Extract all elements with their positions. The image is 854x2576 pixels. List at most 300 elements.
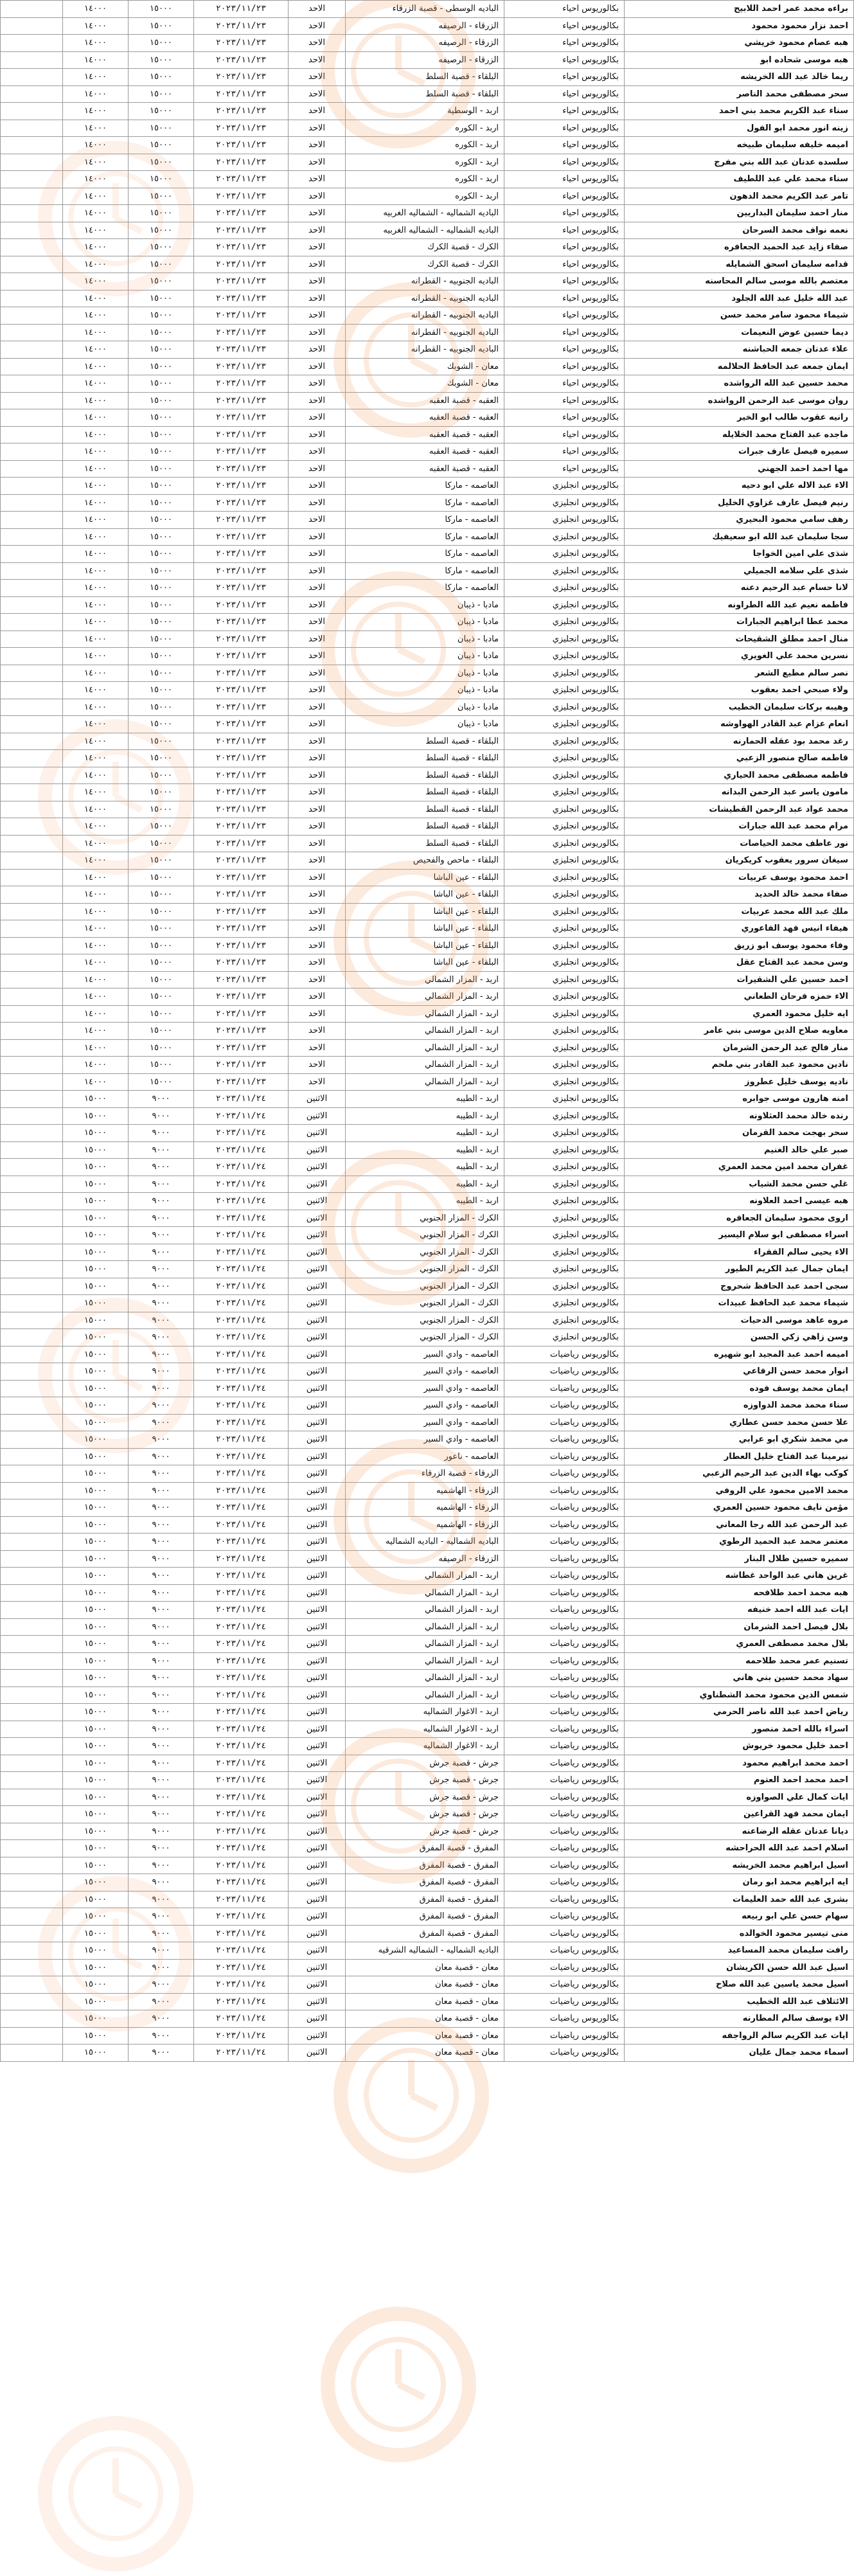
- day-cell: الاثنين: [289, 1568, 346, 1585]
- amount-cell: ٩٠٠٠: [129, 1840, 194, 1857]
- name-cell: احمد خليل محمود خريوش: [625, 1738, 854, 1755]
- table-row: [1, 154, 854, 171]
- empty-cell: [1, 409, 63, 427]
- empty-cell: [1, 512, 63, 529]
- date-cell: ٢٠٢٣/١١/٢٤: [194, 1312, 289, 1329]
- day-cell: الاثنين: [289, 1107, 346, 1125]
- amount-cell: ١٥٠٠٠: [63, 1823, 129, 1840]
- table-row: [1, 852, 854, 870]
- amount-cell: ١٥٠٠٠: [129, 256, 194, 273]
- region-cell: العاصمه - ماركا: [346, 512, 504, 529]
- empty-cell: [1, 733, 63, 750]
- day-cell: الاحد: [289, 35, 346, 52]
- date-cell: ٢٠٢٣/١١/٢٤: [194, 1329, 289, 1346]
- name-cell: هبه موسى شحاده ابو: [625, 51, 854, 69]
- date-cell: ٢٠٢٣/١١/٢٤: [194, 1976, 289, 1994]
- day-cell: الاحد: [289, 750, 346, 767]
- name-cell: لانا حسام عبد الرحيم دعنه: [625, 580, 854, 597]
- date-cell: ٢٠٢٣/١١/٢٤: [194, 1176, 289, 1193]
- empty-cell: [1, 1091, 63, 1108]
- amount-cell: ١٥٠٠٠: [129, 1057, 194, 1074]
- specialization-cell: بكالوريوس رياضيات: [504, 1670, 625, 1687]
- date-cell: ٢٠٢٣/١١/٢٤: [194, 1755, 289, 1772]
- table-row: [1, 665, 854, 682]
- date-cell: ٢٠٢٣/١١/٢٤: [194, 1584, 289, 1602]
- date-cell: ٢٠٢٣/١١/٢٤: [194, 1534, 289, 1551]
- name-cell: ديما حسين عوض النعيمات: [625, 324, 854, 341]
- day-cell: الاحد: [289, 716, 346, 733]
- date-cell: ٢٠٢٣/١١/٢٤: [194, 1840, 289, 1857]
- date-cell: ٢٠٢٣/١١/٢٤: [194, 1721, 289, 1738]
- watermark-logo-icon: [328, 2314, 469, 2455]
- specialization-cell: بكالوريوس رياضيات: [504, 1346, 625, 1363]
- specialization-cell: بكالوريوس احياء: [504, 1, 625, 18]
- table-row: [1, 1414, 854, 1431]
- table-row: [1, 1738, 854, 1755]
- date-cell: ٢٠٢٣/١١/٢٤: [194, 1806, 289, 1823]
- date-cell: ٢٠٢٣/١١/٢٤: [194, 1210, 289, 1227]
- name-cell: احمد محمود يوسف عربيات: [625, 869, 854, 886]
- region-cell: الباديه الوسطى - قصبة الزرقاء: [346, 1, 504, 18]
- specialization-cell: بكالوريوس احياء: [504, 358, 625, 375]
- name-cell: اسماء محمد جمال عليان: [625, 2044, 854, 2062]
- amount-cell: ٩٠٠٠: [129, 1755, 194, 1772]
- amount-cell: ١٤٠٠٠: [63, 443, 129, 461]
- day-cell: الاثنين: [289, 1125, 346, 1142]
- amount-cell: ١٥٠٠٠: [63, 1363, 129, 1381]
- date-cell: ٢٠٢٣/١١/٢٤: [194, 1346, 289, 1363]
- specialization-cell: بكالوريوس رياضيات: [504, 1602, 625, 1619]
- amount-cell: ١٤٠٠٠: [63, 784, 129, 801]
- amount-cell: ١٤٠٠٠: [63, 154, 129, 171]
- amount-cell: ١٥٠٠٠: [129, 1039, 194, 1057]
- date-cell: ٢٠٢٣/١١/٢٣: [194, 716, 289, 733]
- day-cell: الاحد: [289, 886, 346, 904]
- day-cell: الاحد: [289, 137, 346, 154]
- region-cell: جرش - قصبة جرش: [346, 1823, 504, 1840]
- region-cell: معان - الشوبك: [346, 358, 504, 375]
- region-cell: الزرقاء - الهاشميه: [346, 1499, 504, 1517]
- amount-cell: ٩٠٠٠: [129, 1857, 194, 1874]
- day-cell: الاثنين: [289, 2027, 346, 2044]
- amount-cell: ١٥٠٠٠: [63, 1584, 129, 1602]
- day-cell: الاحد: [289, 1, 346, 18]
- table-row: [1, 1568, 854, 1585]
- empty-cell: [1, 886, 63, 904]
- amount-cell: ١٥٠٠٠: [129, 1023, 194, 1040]
- day-cell: الاثنين: [289, 2010, 346, 2028]
- amount-cell: ١٤٠٠٠: [63, 665, 129, 682]
- empty-cell: [1, 1141, 63, 1159]
- day-cell: الاثنين: [289, 1261, 346, 1278]
- region-cell: الزرقاء - الرصيفه: [346, 1550, 504, 1568]
- empty-cell: [1, 1516, 63, 1534]
- date-cell: ٢٠٢٣/١١/٢٣: [194, 341, 289, 359]
- empty-cell: [1, 1670, 63, 1687]
- date-cell: ٢٠٢٣/١١/٢٤: [194, 1772, 289, 1789]
- name-cell: احمد نزار محمود محمود: [625, 17, 854, 35]
- date-cell: ٢٠٢٣/١١/٢٣: [194, 903, 289, 920]
- amount-cell: ١٥٠٠٠: [63, 1414, 129, 1431]
- specialization-cell: بكالوريوس انجليزي: [504, 835, 625, 852]
- amount-cell: ١٥٠٠٠: [129, 988, 194, 1006]
- date-cell: ٢٠٢٣/١١/٢٤: [194, 2027, 289, 2044]
- region-cell: الكرك - المزار الجنوبي: [346, 1329, 504, 1346]
- specialization-cell: بكالوريوس رياضيات: [504, 1891, 625, 1908]
- region-cell: اربد - الاغوار الشماليه: [346, 1704, 504, 1721]
- amount-cell: ١٥٠٠٠: [129, 631, 194, 648]
- region-cell: العاصمه - وادي السير: [346, 1431, 504, 1449]
- name-cell: ملك عبد الله محمد عربيات: [625, 903, 854, 920]
- empty-cell: [1, 614, 63, 631]
- amount-cell: ١٥٠٠٠: [63, 1874, 129, 1892]
- amount-cell: ٩٠٠٠: [129, 1380, 194, 1397]
- region-cell: مادبا - ذيبان: [346, 716, 504, 733]
- table-row: [1, 494, 854, 512]
- date-cell: ٢٠٢٣/١١/٢٤: [194, 1789, 289, 1806]
- amount-cell: ٩٠٠٠: [129, 1618, 194, 1636]
- name-cell: شمس الدين محمود محمد الشطناوي: [625, 1686, 854, 1704]
- empty-cell: [1, 1397, 63, 1415]
- amount-cell: ١٤٠٠٠: [63, 988, 129, 1006]
- table-row: [1, 1602, 854, 1619]
- specialization-cell: بكالوريوس احياء: [504, 409, 625, 427]
- table-row: [1, 1073, 854, 1091]
- amount-cell: ٩٠٠٠: [129, 2027, 194, 2044]
- table-row: [1, 784, 854, 801]
- specialization-cell: بكالوريوس احياء: [504, 103, 625, 120]
- day-cell: الاحد: [289, 290, 346, 307]
- empty-cell: [1, 784, 63, 801]
- table-row: [1, 596, 854, 614]
- empty-cell: [1, 596, 63, 614]
- region-cell: اربد - المزار الشمالي: [346, 1670, 504, 1687]
- day-cell: الاحد: [289, 1057, 346, 1074]
- empty-cell: [1, 69, 63, 86]
- amount-cell: ١٤٠٠٠: [63, 460, 129, 478]
- amount-cell: ٩٠٠٠: [129, 1227, 194, 1244]
- table-row: [1, 1891, 854, 1908]
- specialization-cell: بكالوريوس رياضيات: [504, 1636, 625, 1653]
- empty-cell: [1, 1789, 63, 1806]
- amount-cell: ١٤٠٠٠: [63, 69, 129, 86]
- amount-cell: ١٤٠٠٠: [63, 1073, 129, 1091]
- amount-cell: ٩٠٠٠: [129, 1193, 194, 1210]
- day-cell: الاحد: [289, 665, 346, 682]
- name-cell: منى تيسير محمود الخوالده: [625, 1925, 854, 1942]
- empty-cell: [1, 205, 63, 222]
- amount-cell: ١٥٠٠٠: [129, 154, 194, 171]
- amount-cell: ٩٠٠٠: [129, 1993, 194, 2010]
- region-cell: البلقاء - عين الباشا: [346, 869, 504, 886]
- empty-cell: [1, 222, 63, 239]
- name-cell: ايمان جمال عبد الكريم الطيور: [625, 1261, 854, 1278]
- amount-cell: ١٤٠٠٠: [63, 580, 129, 597]
- amount-cell: ١٤٠٠٠: [63, 818, 129, 836]
- table-row: [1, 188, 854, 205]
- empty-cell: [1, 1107, 63, 1125]
- amount-cell: ١٥٠٠٠: [129, 51, 194, 69]
- region-cell: البلقاء - قصبة السلط: [346, 767, 504, 784]
- name-cell: سلسده عدنان عبد الله بني مفرج: [625, 154, 854, 171]
- empty-cell: [1, 1329, 63, 1346]
- amount-cell: ١٥٠٠٠: [63, 2044, 129, 2062]
- date-cell: ٢٠٢٣/١١/٢٣: [194, 120, 289, 137]
- name-cell: شيماء محمود سامر محمد حسن: [625, 307, 854, 325]
- specialization-cell: بكالوريوس رياضيات: [504, 1738, 625, 1755]
- name-cell: غفران محمد امين محمد العمري: [625, 1159, 854, 1176]
- table-row: [1, 818, 854, 836]
- specialization-cell: بكالوريوس رياضيات: [504, 1925, 625, 1942]
- name-cell: سناء محمد محمد الدواوزه: [625, 1397, 854, 1415]
- date-cell: ٢٠٢٣/١١/٢٤: [194, 1670, 289, 1687]
- amount-cell: ٩٠٠٠: [129, 1602, 194, 1619]
- amount-cell: ١٤٠٠٠: [63, 631, 129, 648]
- table-row: [1, 562, 854, 580]
- name-cell: محمد عواد عبد الرحمن القطيشات: [625, 801, 854, 818]
- table-row: [1, 1159, 854, 1176]
- amount-cell: ١٥٠٠٠: [63, 1176, 129, 1193]
- region-cell: البلقاء - عين الباشا: [346, 886, 504, 904]
- date-cell: ٢٠٢٣/١١/٢٣: [194, 51, 289, 69]
- empty-cell: [1, 1568, 63, 1585]
- amount-cell: ١٥٠٠٠: [129, 1073, 194, 1091]
- amount-cell: ١٥٠٠٠: [129, 273, 194, 291]
- table-row: [1, 1210, 854, 1227]
- table-row: [1, 920, 854, 938]
- date-cell: ٢٠٢٣/١١/٢٤: [194, 1141, 289, 1159]
- day-cell: الاثنين: [289, 1346, 346, 1363]
- day-cell: الاثنين: [289, 1431, 346, 1449]
- empty-cell: [1, 154, 63, 171]
- empty-cell: [1, 1193, 63, 1210]
- date-cell: ٢٠٢٣/١١/٢٣: [194, 154, 289, 171]
- day-cell: الاحد: [289, 954, 346, 972]
- table-row: [1, 1397, 854, 1415]
- date-cell: ٢٠٢٣/١١/٢٣: [194, 1023, 289, 1040]
- name-cell: معاويه صلاح الدين موسى بني عامر: [625, 1023, 854, 1040]
- name-cell: اسلام احمد عبد الله الحراحشه: [625, 1840, 854, 1857]
- amount-cell: ١٤٠٠٠: [63, 971, 129, 988]
- table-row: [1, 1295, 854, 1312]
- region-cell: العقبه - قصبة العقبه: [346, 409, 504, 427]
- amount-cell: ١٤٠٠٠: [63, 648, 129, 665]
- day-cell: الاثنين: [289, 1176, 346, 1193]
- day-cell: الاحد: [289, 903, 346, 920]
- region-cell: العاصمه - وادي السير: [346, 1414, 504, 1431]
- amount-cell: ٩٠٠٠: [129, 1806, 194, 1823]
- empty-cell: [1, 239, 63, 256]
- specialization-cell: بكالوريوس رياضيات: [504, 1568, 625, 1585]
- amount-cell: ٩٠٠٠: [129, 1908, 194, 1926]
- amount-cell: ١٥٠٠٠: [129, 562, 194, 580]
- amount-cell: ٩٠٠٠: [129, 1091, 194, 1108]
- region-cell: الزرقاء - الرصيفه: [346, 51, 504, 69]
- date-cell: ٢٠٢٣/١١/٢٣: [194, 784, 289, 801]
- day-cell: الاحد: [289, 494, 346, 512]
- amount-cell: ١٥٠٠٠: [129, 937, 194, 954]
- region-cell: المفرق - قصبة المفرق: [346, 1840, 504, 1857]
- date-cell: ٢٠٢٣/١١/٢٣: [194, 256, 289, 273]
- name-cell: احمد محمد احمد العتوم: [625, 1772, 854, 1789]
- table-row: [1, 1584, 854, 1602]
- empty-cell: [1, 1652, 63, 1670]
- day-cell: الاحد: [289, 358, 346, 375]
- amount-cell: ١٤٠٠٠: [63, 954, 129, 972]
- amount-cell: ١٥٠٠٠: [129, 426, 194, 443]
- name-cell: ايه خليل محمود العمري: [625, 1005, 854, 1023]
- date-cell: ٢٠٢٣/١١/٢٣: [194, 648, 289, 665]
- amount-cell: ١٥٠٠٠: [129, 682, 194, 699]
- specialization-cell: بكالوريوس انجليزي: [504, 1091, 625, 1108]
- amount-cell: ٩٠٠٠: [129, 1329, 194, 1346]
- empty-cell: [1, 631, 63, 648]
- amount-cell: ١٤٠٠٠: [63, 562, 129, 580]
- specialization-cell: بكالوريوس رياضيات: [504, 1959, 625, 1976]
- empty-cell: [1, 1448, 63, 1465]
- amount-cell: ١٥٠٠٠: [63, 1210, 129, 1227]
- day-cell: الاحد: [289, 17, 346, 35]
- name-cell: هبه عيسى احمد العلاونه: [625, 1193, 854, 1210]
- table-row: [1, 1448, 854, 1465]
- watermark-logo-icon: [45, 2423, 186, 2564]
- name-cell: علا حسن محمد حسن عطاري: [625, 1414, 854, 1431]
- day-cell: الاحد: [289, 920, 346, 938]
- day-cell: الاحد: [289, 443, 346, 461]
- day-cell: الاحد: [289, 51, 346, 69]
- date-cell: ٢٠٢٣/١١/٢٤: [194, 1823, 289, 1840]
- region-cell: اربد - الطيبه: [346, 1193, 504, 1210]
- amount-cell: ٩٠٠٠: [129, 1550, 194, 1568]
- day-cell: الاحد: [289, 478, 346, 495]
- empty-cell: [1, 835, 63, 852]
- day-cell: الاثنين: [289, 1789, 346, 1806]
- region-cell: البلقاء - ماحص والفحيص: [346, 852, 504, 870]
- table-row: [1, 1141, 854, 1159]
- name-cell: الاء يوسف سالم المطارنه: [625, 2010, 854, 2028]
- date-cell: ٢٠٢٣/١١/٢٤: [194, 1159, 289, 1176]
- specialization-cell: بكالوريوس انجليزي: [504, 1261, 625, 1278]
- specialization-cell: بكالوريوس انجليزي: [504, 852, 625, 870]
- region-cell: اربد - الطيبه: [346, 1141, 504, 1159]
- date-cell: ٢٠٢٣/١١/٢٤: [194, 1636, 289, 1653]
- day-cell: الاثنين: [289, 1806, 346, 1823]
- table-row: [1, 1312, 854, 1329]
- empty-cell: [1, 137, 63, 154]
- date-cell: ٢٠٢٣/١١/٢٣: [194, 886, 289, 904]
- region-cell: جرش - قصبة جرش: [346, 1755, 504, 1772]
- specialization-cell: بكالوريوس انجليزي: [504, 596, 625, 614]
- date-cell: ٢٠٢٣/١١/٢٤: [194, 2044, 289, 2062]
- amount-cell: ٩٠٠٠: [129, 1891, 194, 1908]
- day-cell: الاثنين: [289, 1959, 346, 1976]
- region-cell: الباديه الجنوبيه - القطرانه: [346, 341, 504, 359]
- empty-cell: [1, 580, 63, 597]
- amount-cell: ١٥٠٠٠: [63, 1670, 129, 1687]
- date-cell: ٢٠٢٣/١١/٢٤: [194, 1363, 289, 1381]
- table-row: [1, 528, 854, 546]
- name-cell: علاء عدنان جمعه الحباشنه: [625, 341, 854, 359]
- date-cell: ٢٠٢٣/١١/٢٣: [194, 273, 289, 291]
- name-cell: نور عاطف محمد الحياصات: [625, 835, 854, 852]
- day-cell: الاحد: [289, 682, 346, 699]
- amount-cell: ١٥٠٠٠: [63, 1772, 129, 1789]
- name-cell: محمد عطا ابراهيم الجبارات: [625, 614, 854, 631]
- amount-cell: ١٥٠٠٠: [63, 1857, 129, 1874]
- date-cell: ٢٠٢٣/١١/٢٤: [194, 1874, 289, 1892]
- empty-cell: [1, 750, 63, 767]
- date-cell: ٢٠٢٣/١١/٢٣: [194, 614, 289, 631]
- date-cell: ٢٠٢٣/١١/٢٤: [194, 1414, 289, 1431]
- region-cell: البلقاء - عين الباشا: [346, 903, 504, 920]
- specialization-cell: بكالوريوس احياء: [504, 324, 625, 341]
- day-cell: الاثنين: [289, 1550, 346, 1568]
- empty-cell: [1, 1482, 63, 1499]
- day-cell: الاثنين: [289, 1482, 346, 1499]
- amount-cell: ١٤٠٠٠: [63, 273, 129, 291]
- region-cell: اربد - الطيبه: [346, 1125, 504, 1142]
- table-row: [1, 1193, 854, 1210]
- day-cell: الاثنين: [289, 1942, 346, 1960]
- name-cell: ايات كمال علي الصواوزه: [625, 1789, 854, 1806]
- amount-cell: ١٥٠٠٠: [129, 903, 194, 920]
- amount-cell: ١٥٠٠٠: [63, 1550, 129, 1568]
- amount-cell: ٩٠٠٠: [129, 1499, 194, 1517]
- day-cell: الاثنين: [289, 1704, 346, 1721]
- amount-cell: ١٥٠٠٠: [129, 835, 194, 852]
- table-row: [1, 1686, 854, 1704]
- name-cell: ايات عبد الله احمد خنيفه: [625, 1602, 854, 1619]
- name-cell: زينه انور محمد ابو الفول: [625, 120, 854, 137]
- region-cell: البلقاء - عين الباشا: [346, 920, 504, 938]
- amount-cell: ١٤٠٠٠: [63, 375, 129, 393]
- name-cell: مامون ياسر عبد الرحمن البدانه: [625, 784, 854, 801]
- empty-cell: [1, 426, 63, 443]
- amount-cell: ١٥٠٠٠: [129, 460, 194, 478]
- region-cell: الباديه الجنوبيه - القطرانه: [346, 273, 504, 291]
- amount-cell: ١٥٠٠٠: [129, 767, 194, 784]
- empty-cell: [1, 852, 63, 870]
- table-row: [1, 222, 854, 239]
- empty-cell: [1, 1721, 63, 1738]
- day-cell: الاحد: [289, 1039, 346, 1057]
- amount-cell: ١٤٠٠٠: [63, 835, 129, 852]
- specialization-cell: بكالوريوس احياء: [504, 239, 625, 256]
- date-cell: ٢٠٢٣/١١/٢٣: [194, 239, 289, 256]
- specialization-cell: بكالوريوس احياء: [504, 460, 625, 478]
- day-cell: الاحد: [289, 239, 346, 256]
- region-cell: مادبا - ذيبان: [346, 699, 504, 716]
- amount-cell: ١٤٠٠٠: [63, 1, 129, 18]
- day-cell: الاثنين: [289, 1823, 346, 1840]
- name-cell: هبه محمد احمد طلافحه: [625, 1584, 854, 1602]
- empty-cell: [1, 528, 63, 546]
- amount-cell: ٩٠٠٠: [129, 1176, 194, 1193]
- amount-cell: ١٤٠٠٠: [63, 137, 129, 154]
- specialization-cell: بكالوريوس رياضيات: [504, 1397, 625, 1415]
- amount-cell: ١٥٠٠٠: [63, 1397, 129, 1415]
- day-cell: الاحد: [289, 512, 346, 529]
- date-cell: ٢٠٢٣/١١/٢٣: [194, 1, 289, 18]
- date-cell: ٢٠٢٣/١١/٢٣: [194, 171, 289, 188]
- amount-cell: ١٥٠٠٠: [129, 307, 194, 325]
- amount-cell: ١٥٠٠٠: [129, 341, 194, 359]
- amount-cell: ٩٠٠٠: [129, 1636, 194, 1653]
- empty-cell: [1, 937, 63, 954]
- date-cell: ٢٠٢٣/١١/٢٣: [194, 920, 289, 938]
- date-cell: ٢٠٢٣/١١/٢٣: [194, 512, 289, 529]
- region-cell: البلقاء - قصبة السلط: [346, 835, 504, 852]
